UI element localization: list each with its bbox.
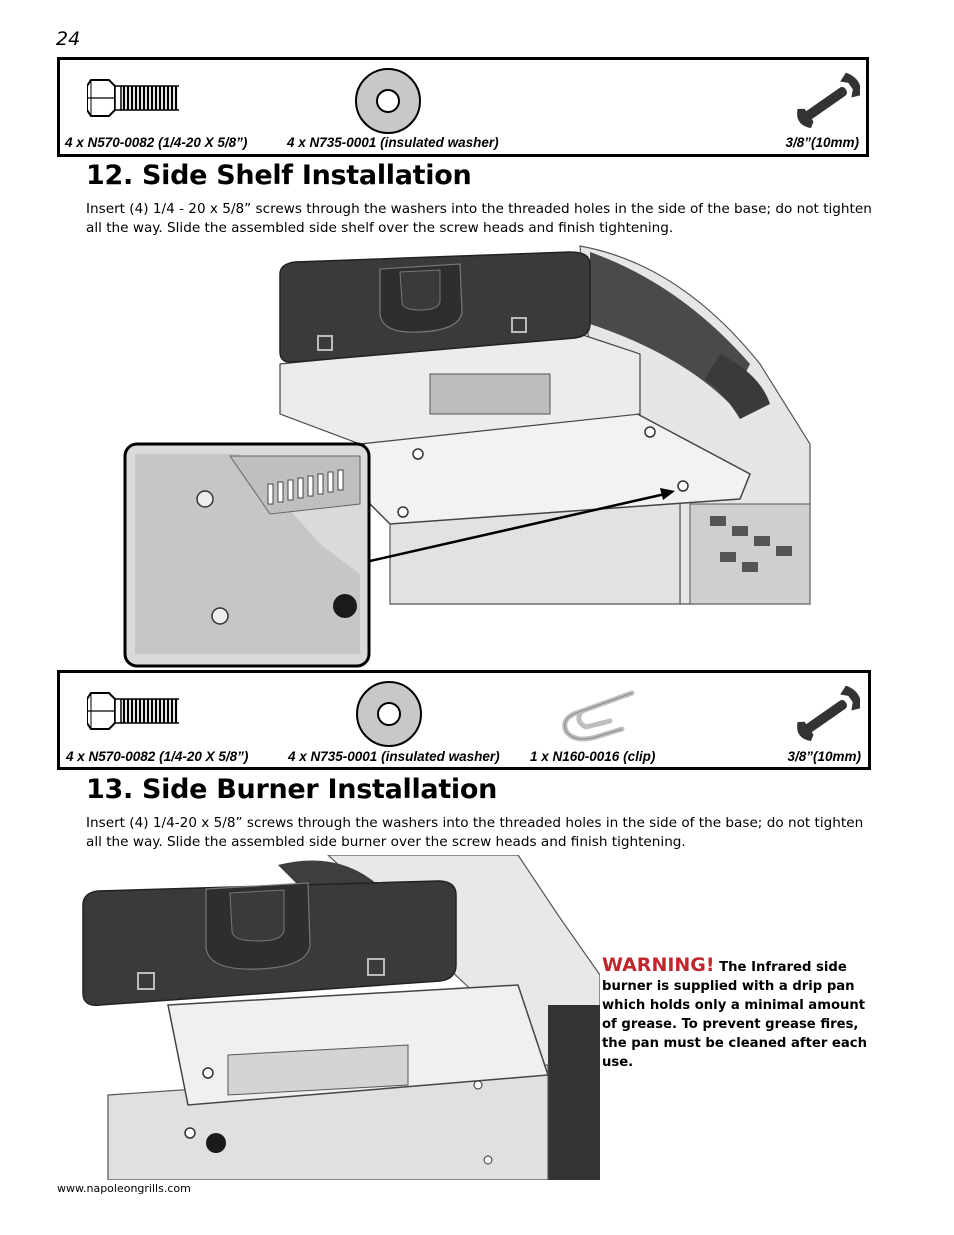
footer-website: www.napoleongrills.com (57, 1182, 191, 1195)
page-number: 24 (56, 28, 81, 50)
section-12-instructions: Insert (4) 1/4 - 20 x 5/8” screws through the washers into the threaded holes in the side of the base; do not tighten all the way. Slide the assembled side shelf over the screw heads and finish tightening. (86, 201, 872, 236)
part-label-screw: 4 x N570-0082 (1/4-20 X 5/8”) (65, 135, 248, 150)
parts-box-burner (57, 670, 871, 770)
clip-icon (552, 685, 644, 747)
section-13-title: 13. Side Burner Installation (86, 774, 498, 805)
warning-text: The Infrared side burner is supplied with a drip pan which holds only a minimal amount of grease. To prevent grease fires, the pan must be cleaned after each use. (602, 960, 867, 1070)
parts-box-shelf (57, 57, 869, 157)
wrench-icon (790, 678, 860, 756)
screw-icon (87, 72, 183, 122)
section-12-title: 12. Side Shelf Installation (86, 160, 472, 191)
warning-notice (602, 956, 874, 1072)
side-shelf-illustration (120, 244, 820, 669)
wrench-icon (790, 65, 860, 143)
section-13-instructions: Insert (4) 1/4-20 x 5/8” screws through the washers into the threaded holes in the side of the base; do not tighten all the way. Slide the assembled side burner over the screw heads and finish tightening. (86, 815, 864, 850)
tool-label-wrench: 3/8”(10mm) (785, 135, 859, 150)
part-label-clip: 1 x N160-0016 (clip) (530, 749, 656, 764)
side-burner-illustration (78, 855, 600, 1180)
part-label-screw: 4 x N570-0082 (1/4-20 X 5/8”) (66, 749, 249, 764)
screw-icon (87, 685, 183, 735)
washer-icon (356, 681, 424, 749)
washer-icon (355, 68, 423, 136)
warning-heading: WARNING! (602, 954, 715, 976)
part-label-washer: 4 x N735-0001 (insulated washer) (287, 135, 499, 150)
part-label-washer: 4 x N735-0001 (insulated washer) (288, 749, 500, 764)
tool-label-wrench: 3/8”(10mm) (787, 749, 861, 764)
